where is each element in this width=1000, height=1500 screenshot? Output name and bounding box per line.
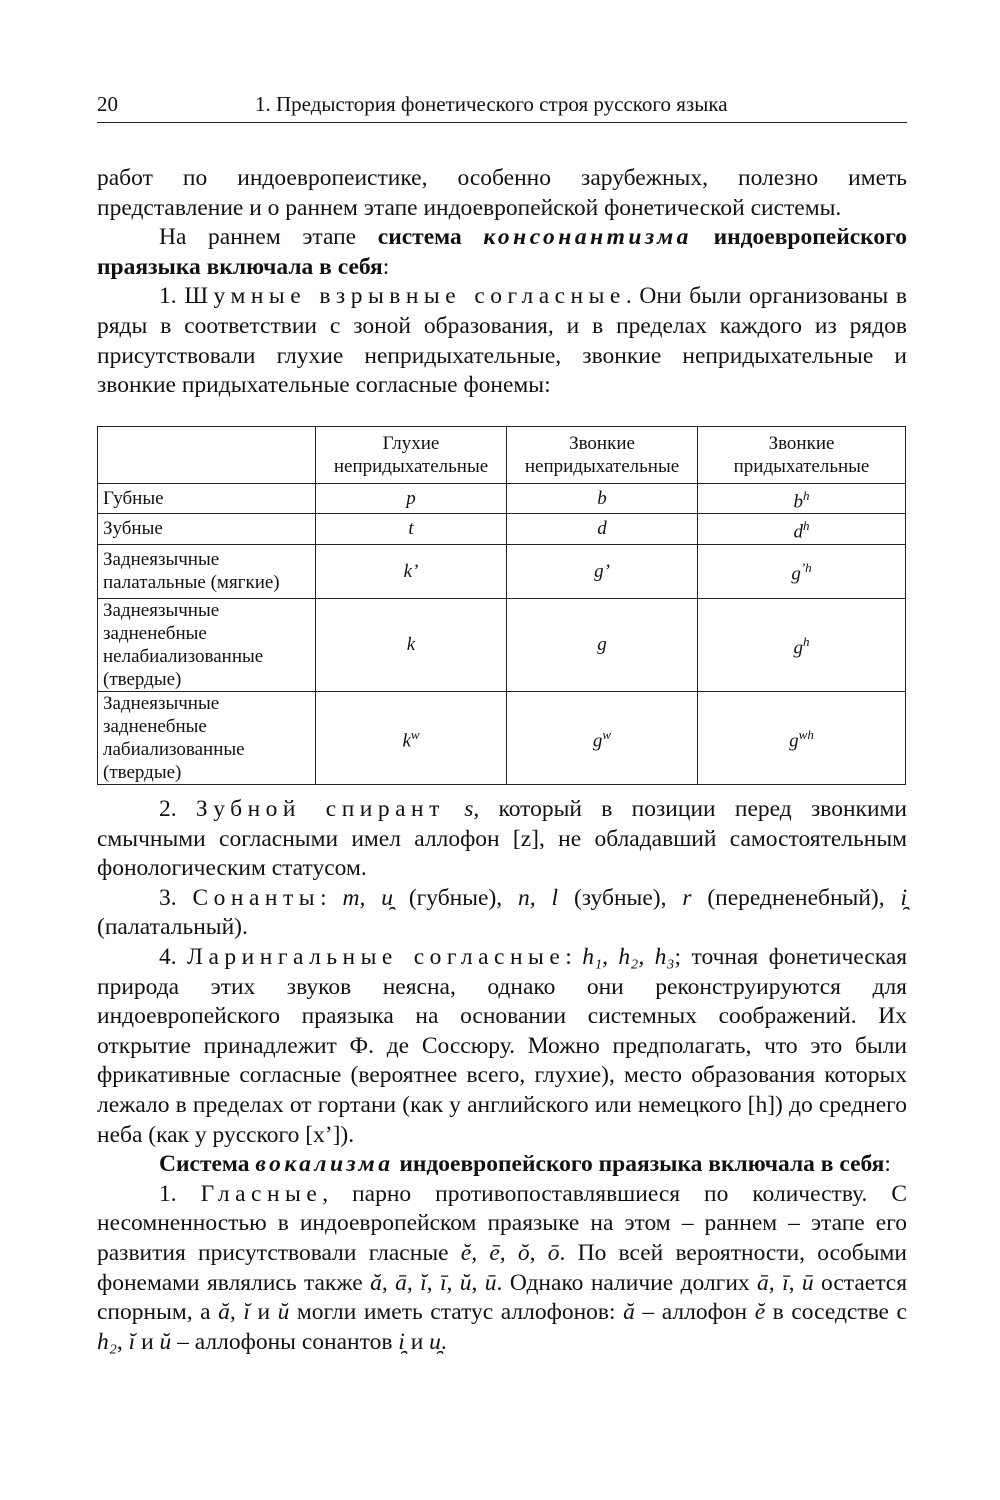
table-row: Губные p b $b^h$ — [98, 484, 906, 514]
body-text — [97, 795, 907, 1357]
paragraph-consonantism: На раннем этапе система консонантизма индоевропейского праязыка включала в себя: — [97, 224, 907, 280]
table-header-empty — [98, 427, 316, 484]
table-row: Заднеязычные задненебные нелабиализованные (твердые) k g $g^h$ — [98, 598, 906, 691]
paragraph-vocalism: Система вокализма индоевропейского праязыка включала в себя: — [159, 1151, 891, 1178]
consonant-table — [97, 426, 906, 785]
paragraph-spirant: 2. Зубной спирант s, который в позиции перед звонкими смычными согласными имел аллофон [z], не обладавший самостоятельным фонологическим статусом. — [97, 796, 907, 882]
paragraph-stops: 1. Шумные взрывные согласные. Они были организованы в ряды в соответствии с зоной образования, и в пределах каждого из рядов присутствовали глухие непридыхательные, звонкие непридыхательные и звонкие придыхательные согласные фонемы: — [97, 283, 907, 399]
page-header — [97, 92, 907, 123]
table-row: Зубные t d $d^h$ — [98, 514, 906, 544]
table-header-row — [98, 427, 906, 484]
table-header-aspirated: Звонкие придыхательные — [698, 427, 906, 484]
paragraph-sonants: 3. Сонанты: m, u̯ (губные), n, l (зубные), r (передненебный), i̯ (палатальный). — [97, 884, 908, 941]
intro-text — [97, 164, 907, 401]
paragraph-vowels: 1. Гласные, парно противопоставлявшиеся по количеству. С несомненностью в индоевропейском праязыке на этом – раннем – этапе его развития присутствовали гласные ĕ, ē, ŏ, ō. По всей вероятности, особыми фонемами являлись также ă, ā, ĭ, ī, ŭ, ū. Однако наличие долгих ā, ī, ū остается спорным, а ă, ĭ и ŭ могли иметь статус аллофонов: ă – аллофон ĕ в соседстве с h₂, ĭ и ŭ – аллофоны сонантов i̯ и u̯. — [97, 1180, 908, 1355]
paragraph-intro: работ по индоевропеистике, особенно зарубежных, полезно иметь представление и о раннем этапе индоевропейской фонетической системы. — [97, 165, 907, 221]
table-header-voiced: Звонкие непридыхательные — [507, 427, 698, 484]
table-row: Заднеязычные палатальные (мягкие) k’ g’ $g^{’h}$ — [98, 544, 906, 598]
table-row: Заднеязычные задненебные лабиализованные (твердые) $k^w$ $g^w$ $g^{wh}$ — [98, 691, 906, 784]
running-title: 1. Предыстория фонетического строя русского языка — [255, 92, 728, 116]
paragraph-laryngeals: 4. Ларингальные согласные: h₁, h₂, h₃; точная фонетическая природа этих звуков неясна, однако они реконструируются для индоевропейского праязыка на основании системных соображений. Их открытие принадлежит Ф. де Соссюру. Можно предполагать, что это были фрикативные согласные (вероятнее всего, глухие), место образования которых лежало в пределах от гортани (как у английского или немецкого [h]) до среднего неба (как у русского [x’]). — [97, 943, 908, 1148]
table-header-voiceless: Глухие непридыхательные — [316, 427, 507, 484]
page-number: 20 — [97, 92, 118, 116]
